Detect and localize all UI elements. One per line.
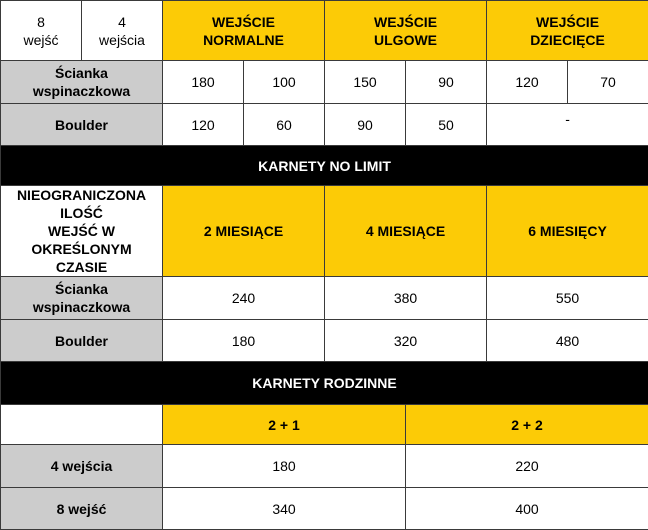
price-cell: 50 bbox=[406, 104, 487, 146]
row-label: Boulder bbox=[1, 104, 163, 146]
section-title-family: KARNETY RODZINNE bbox=[1, 362, 648, 405]
children-entry-header: WEJŚCIE DZIECIĘCE bbox=[487, 1, 648, 61]
price-cell: 70 bbox=[568, 61, 648, 104]
entries-8-header: 8 wejść bbox=[1, 1, 82, 61]
family-option-2-plus-2: 2 + 2 bbox=[406, 405, 648, 445]
price-cell: 380 bbox=[325, 277, 487, 320]
price-cell: 240 bbox=[163, 277, 325, 320]
row-label: Ścianka wspinaczkowa bbox=[1, 61, 163, 104]
price-cell: 180 bbox=[163, 320, 325, 362]
normal-entry-header: WEJŚCIE NORMALNE bbox=[163, 1, 325, 61]
table-row bbox=[1, 61, 648, 104]
reduced-entry-header: WEJŚCIE ULGOWE bbox=[325, 1, 487, 61]
table-row bbox=[1, 104, 648, 146]
table-row bbox=[1, 277, 648, 320]
period-4-months: 4 MIESIĄCE bbox=[325, 186, 487, 277]
section-title-no-limit: KARNETY NO LIMIT bbox=[1, 146, 648, 186]
price-cell: 340 bbox=[163, 488, 406, 530]
entries-4-header: 4 wejścia bbox=[82, 1, 163, 61]
price-cell: 550 bbox=[487, 277, 648, 320]
price-cell: 100 bbox=[244, 61, 325, 104]
period-2-months: 2 MIESIĄCE bbox=[163, 186, 325, 277]
price-cell: 90 bbox=[325, 104, 406, 146]
no-limit-note: NIEOGRANICZONA ILOŚĆ WEJŚĆ W OKREŚLONYM CZASIE bbox=[1, 186, 163, 277]
price-cell: 180 bbox=[163, 61, 244, 104]
price-cell: 180 bbox=[163, 445, 406, 488]
section-header-row bbox=[1, 362, 648, 405]
price-cell: 480 bbox=[487, 320, 648, 362]
table-row bbox=[1, 445, 648, 488]
row-label: Ścianka wspinaczkowa bbox=[1, 277, 163, 320]
price-cell: 120 bbox=[487, 61, 568, 104]
price-cell: 220 bbox=[406, 445, 648, 488]
section-header-row bbox=[1, 146, 648, 186]
row-label: Boulder bbox=[1, 320, 163, 362]
price-cell: 120 bbox=[163, 104, 244, 146]
table-row bbox=[1, 320, 648, 362]
family-option-row bbox=[1, 405, 648, 445]
table-row bbox=[1, 488, 648, 530]
period-header-row bbox=[1, 186, 648, 277]
price-cell: 90 bbox=[406, 61, 487, 104]
row-label: 4 wejścia bbox=[1, 445, 163, 488]
empty-cell bbox=[1, 405, 163, 445]
family-option-2-plus-1: 2 + 1 bbox=[163, 405, 406, 445]
header-row bbox=[1, 1, 648, 61]
price-cell: 400 bbox=[406, 488, 648, 530]
price-cell: 60 bbox=[244, 104, 325, 146]
price-cell: - bbox=[487, 104, 648, 146]
price-cell: 150 bbox=[325, 61, 406, 104]
row-label: 8 wejść bbox=[1, 488, 163, 530]
price-cell: 320 bbox=[325, 320, 487, 362]
period-6-months: 6 MIESIĘCY bbox=[487, 186, 648, 277]
